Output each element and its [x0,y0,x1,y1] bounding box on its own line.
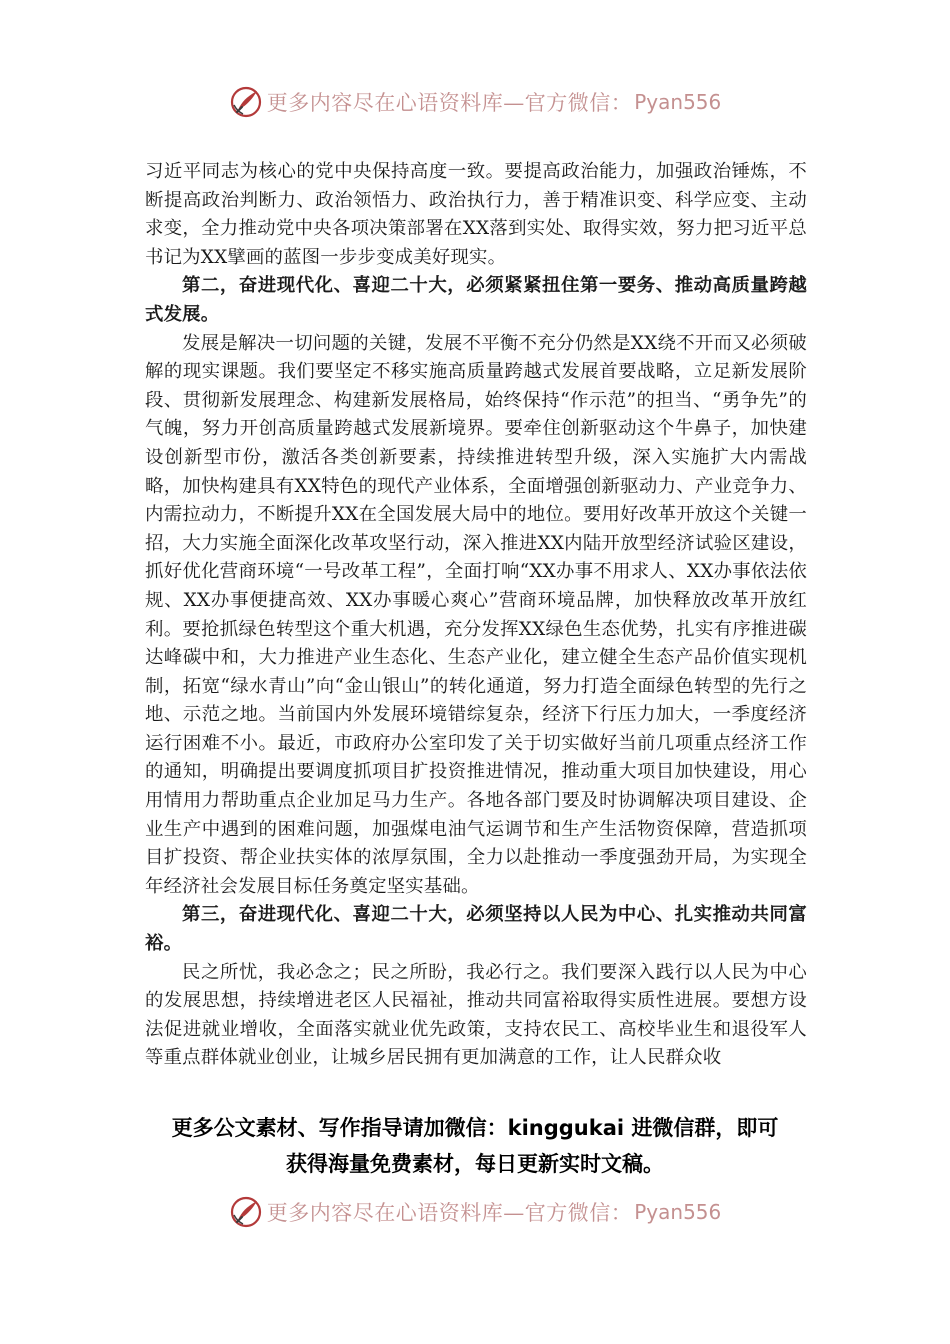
section-heading-third: 第三，奋进现代化、喜迎二十大，必须坚持以人民为中心、扎实推动共同富裕。 [145,904,807,955]
footer-banner [0,1192,950,1232]
footer-banner-text: 更多内容尽在心语资料库—官方微信： [266,1201,633,1225]
paragraph-continuation: 习近平同志为核心的党中央保持高度一致。要提高政治能力，加强政治锤炼，不断提高政治判断力、政治领悟力、政治执行力，善于精准识变、科学应变、主动求变，全力推动党中央各项决策部署在XX落到实处、取得实效，努力把习近平总书记为XX擘画的蓝图一步步变成美好现实。 [145,161,807,268]
header-banner-text: 更多内容尽在心语资料库—官方微信： [266,91,633,115]
quill-pen-logo-icon [229,1195,263,1229]
paragraph-people: 民之所忧，我必念之；民之所盼，我必行之。我们要深入践行以人民为中心的发展思想，持续增进老区人民福祉，推动共同富裕取得实质性进展。要想方设法促进就业增收，全面落实就业优先政策，支持农民工、高校毕业生和退役军人等重点群体就业创业，让城乡居民拥有更加满意的工作，让人民群众收 [145,961,807,1069]
header-banner-id: Pyan556 [634,90,722,114]
paragraph-development: 发展是解决一切问题的关键，发展不平衡不充分仍然是XX绕不开而又必须破解的现实课题。我们要坚定不移实施高质量跨越式发展首要战略，立足新发展阶段、贯彻新发展理念、构建新发展格局，始终保持“作示范”的担当、“勇争先”的气魄，努力开创高质量跨越式发展新境界。要牵住创新驱动这个牛鼻子，加快建设创新型市份，激活各类创新要素，持续推进转型升级，深入实施扩大内需战略，加快构建具有XX特色的现代产业体系，全面增强创新驱动力、产业竞争力、内需拉动力，不断提升XX在全国发展大局中的地位。要用好改革开放这个关键一招，大力实施全面深化改革攻坚行动，深入推进XX内陆开放型经济试验区建设，抓好优化营商环境“一号改革工程”，全面打响“XX办事不用求人、XX办事依法依规、XX办事便捷高效、XX办事暖心爽心”营商环境品牌，加快释放改革开放红利。要抢抓绿色转型这个重大机遇，充分发挥XX绿色生态优势，扎实有序推进碳达峰碳中和，大力推进产业生态化、生态产业化，建立健全生态产品价值实现机制，拓宽“绿水青山”向“金山银山”的转化通道，努力打造全面绿色转型的先行之地、示范之地。当前国内外发展环境错综复杂，经济下行压力加大，一季度经济运行困难不小。最近，市政府办公室印发了关于切实做好当前几项重点经济工作的通知，明确提出要调度抓项目扩投资推进情况，推动重大项目加快建设，用心用情用力帮助重点企业加足马力生产。各地各部门要及时协调解决项目建设、企业生产中遇到的困难问题，加强煤电油气运调节和生产生活物资保障，营造抓项目扩投资、帮企业扶实体的浓厚氛围，全力以赴推动一季度强劲开局，为实现全年经济社会发展目标任务奠定坚实基础。 [145,332,807,897]
section-heading-second: 第二，奋进现代化、喜迎二十大，必须紧紧扭住第一要务、推动高质量跨越式发展。 [145,275,807,325]
document-body [145,158,807,1073]
quill-pen-logo-icon [229,85,263,119]
promo-notice [110,1110,840,1182]
promo-line-1: 更多公文素材、写作指导请加微信：kinggukai 进微信群，即可 [171,1116,779,1140]
header-banner [0,82,950,122]
footer-banner-id: Pyan556 [634,1200,722,1224]
promo-line-2: 获得海量免费素材，每日更新实时文稿。 [286,1152,664,1176]
